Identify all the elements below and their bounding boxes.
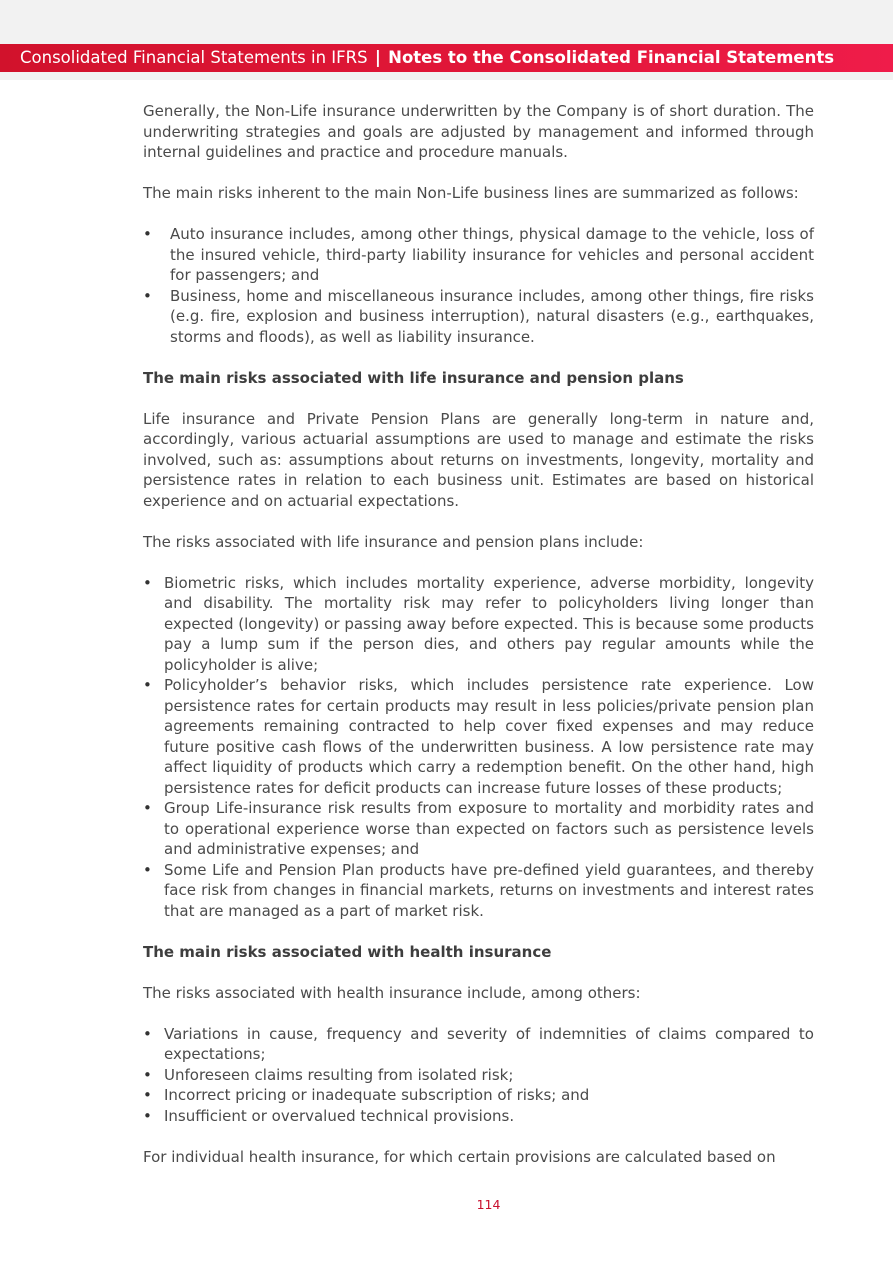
page-body bbox=[143, 101, 814, 1188]
list-item: • Auto insurance includes, among other things, physical damage to the vehicle, loss of the insured vehicle, third-party liability insurance for vehicles and personal accident for passengers; and bbox=[143, 224, 814, 286]
list-item: • Variations in cause, frequency and severity of indemnities of claims compared to expectations; bbox=[143, 1024, 814, 1065]
closing-paragraph: For individual health insurance, for which certain provisions are calculated based on bbox=[143, 1147, 776, 1166]
top-margin bbox=[0, 0, 893, 44]
nonlife-risk-list bbox=[143, 224, 814, 347]
section-header bbox=[0, 44, 893, 72]
life-intro-paragraph: Life insurance and Private Pension Plans are generally long-term in nature and, accordingly, various actuarial assumptions are used to manage and estimate the risks involved, such as: assumptions about returns on investments, longevity, mortality and persistence rates in relation to each business unit. Estimates are based on historical experience and on actuarial expectations. bbox=[143, 409, 814, 510]
life-lead-paragraph: The risks associated with life insurance and pension plans include: bbox=[143, 532, 644, 551]
health-risk-list bbox=[143, 1024, 814, 1127]
header-subsection-title: Notes to the Consolidated Financial Statements bbox=[388, 48, 835, 67]
health-lead-paragraph: The risks associated with health insurance include, among others: bbox=[143, 983, 641, 1002]
header-underlay bbox=[0, 72, 893, 80]
list-item: • Unforeseen claims resulting from isolated risk; bbox=[143, 1065, 814, 1086]
health-section-heading: The main risks associated with health insurance bbox=[143, 942, 552, 961]
header-section-title: Consolidated Financial Statements in IFRS bbox=[20, 48, 368, 67]
list-item: • Insufficient or overvalued technical provisions. bbox=[143, 1106, 814, 1127]
list-item: • Biometric risks, which includes mortality experience, adverse morbidity, longevity and disability. The mortality risk may refer to policyholders living longer than expected (longevity) or passing away before expected. This is because some products pay a lump sum if the person dies, and others pay regular amounts while the policyholder is alive; bbox=[143, 573, 814, 676]
list-item: • Incorrect pricing or inadequate subscription of risks; and bbox=[143, 1085, 814, 1106]
list-item: • Policyholder’s behavior risks, which includes persistence rate experience. Low persistence rates for certain products may result in less policies/private pension plan agreements remaining contracted to help cover fixed expenses and may reduce future positive cash flows of the underwritten business. A low persistence rate may affect liquidity of products which carry a redemption benefit. On the other hand, high persistence rates for deficit products can increase future losses of these products; bbox=[143, 675, 814, 798]
list-item: • Group Life-insurance risk results from exposure to mortality and morbidity rates and to operational experience worse than expected on factors such as persistence levels and administrative expenses; and bbox=[143, 798, 814, 860]
page-number: 114 bbox=[476, 1197, 501, 1212]
list-item: • Some Life and Pension Plan products have pre-defined yield guarantees, and thereby face risk from changes in financial markets, returns on investments and interest rates that are managed as a part of market risk. bbox=[143, 860, 814, 922]
header-separator: | bbox=[374, 48, 381, 67]
list-item: • Business, home and miscellaneous insurance includes, among other things, fire risks (e.g. fire, explosion and business interruption), natural disasters (e.g., earthquakes, storms and floods), as well as liability insurance. bbox=[143, 286, 814, 348]
nonlife-lead-paragraph: The main risks inherent to the main Non-Life business lines are summarized as follows: bbox=[143, 184, 799, 202]
life-section-heading: The main risks associated with life insurance and pension plans bbox=[143, 368, 684, 387]
life-risk-list bbox=[143, 573, 814, 922]
intro-paragraph: Generally, the Non-Life insurance underwritten by the Company is of short duration. The underwriting strategies and goals are adjusted by management and informed through internal guidelines and practice and procedure manuals. bbox=[143, 102, 814, 161]
